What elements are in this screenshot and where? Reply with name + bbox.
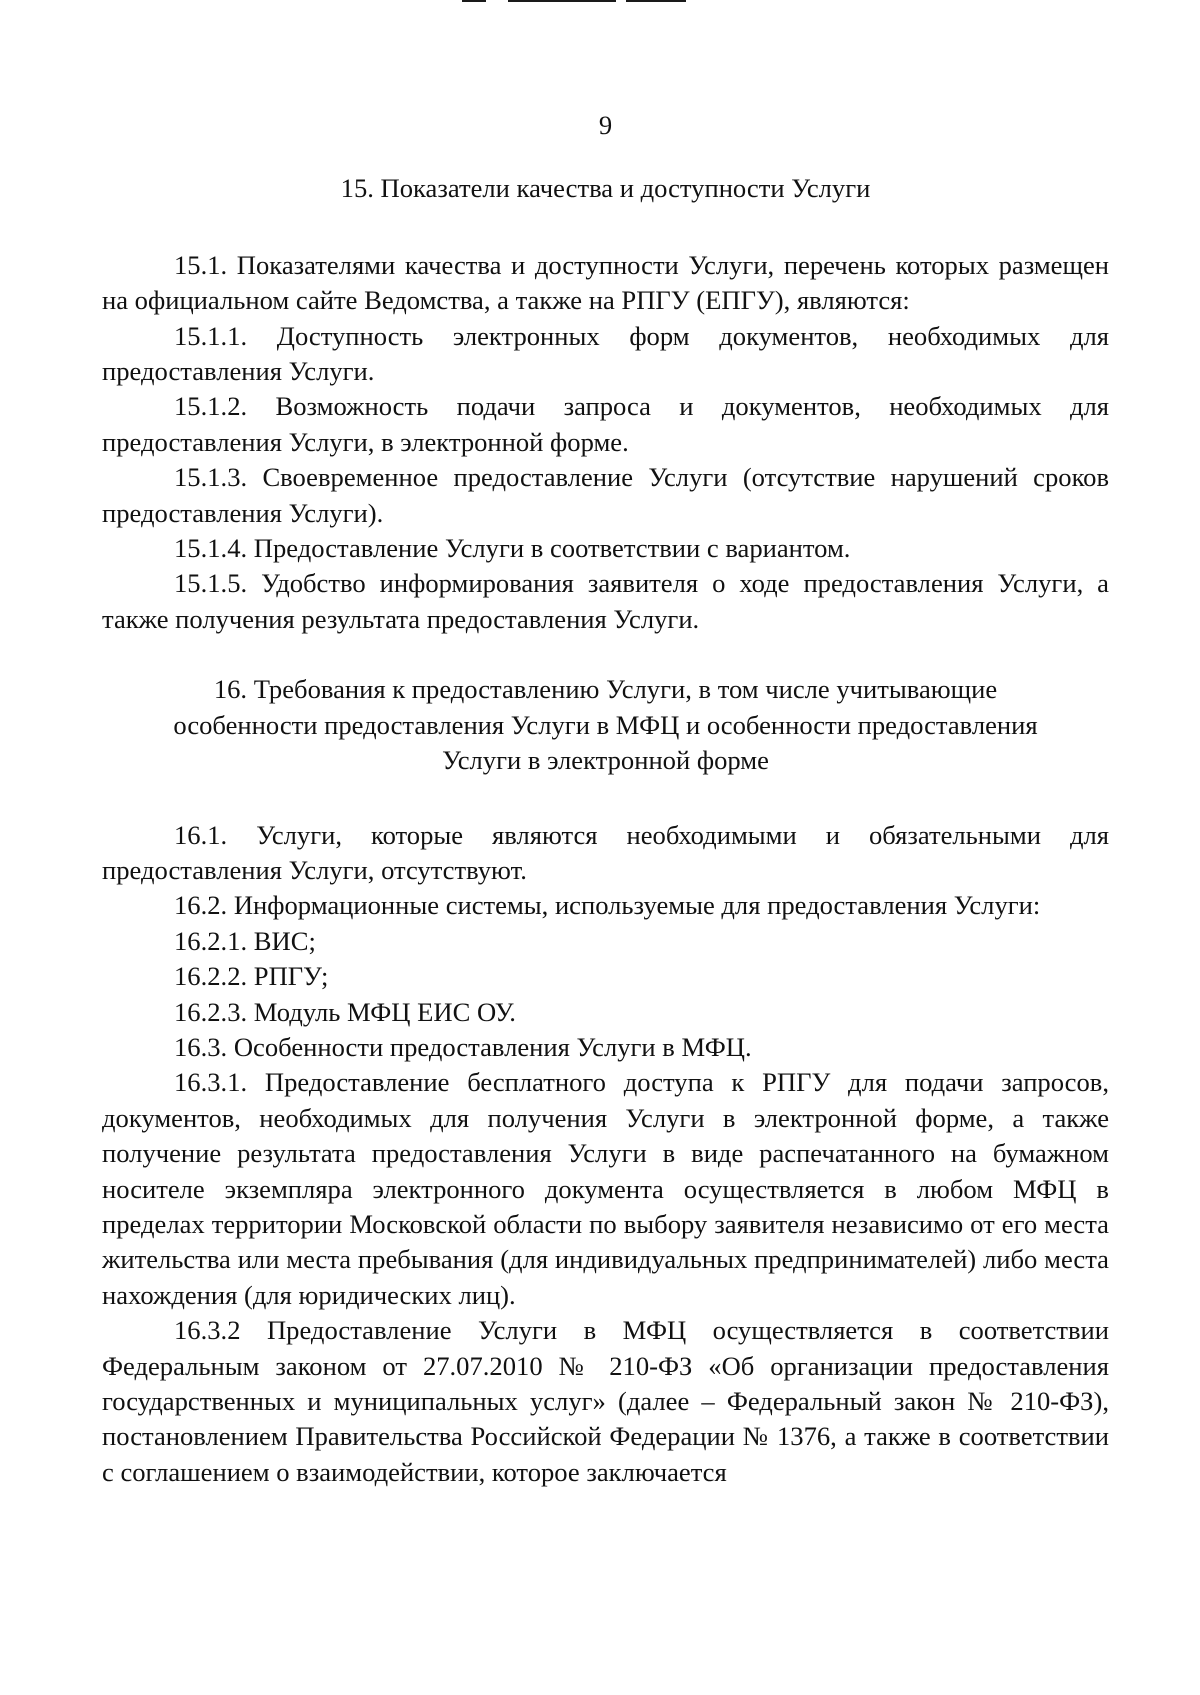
scan-edge-line: [508, 0, 616, 2]
scan-edge-line: [626, 0, 686, 2]
section-16-heading-line: Услуги в электронной форме: [442, 745, 769, 776]
paragraph-15-1-4: 15.1.4. Предоставление Услуги в соответствии с вариантом.: [174, 533, 851, 564]
scan-edge-line: [462, 0, 486, 2]
paragraph-16-3-2: 16.3.2 Предоставление Услуги в МФЦ осуществляется в соответствии Федеральным законом от 27.07.2010 № 210-ФЗ «Об организации предоставления государственных и муниципальных услуг» (далее – Федеральный закон № 210-ФЗ), постановлением Правительства Российской Федерации № 1376, а также в соответствии с соглашением о взаимодействии, которое заключается: [102, 1315, 1109, 1487]
paragraph-16-2-2: 16.2.2. РПГУ;: [174, 961, 329, 992]
paragraph-15-1-1: 15.1.1. Доступность электронных форм документов, необходимых для предоставления Услуги.: [102, 320, 1109, 387]
paragraph-15-1-2: 15.1.2. Возможность подачи запроса и документов, необходимых для предоставления Услуги, в электронной форме.: [102, 391, 1109, 457]
paragraph-15-1-5: 15.1.5. Удобство информирования заявителя о ходе предоставления Услуги, а также получения результата предоставления Услуги.: [102, 568, 1109, 634]
page-number: 9: [598, 110, 613, 140]
section-16-heading-line: 16. Требования к предоставлению Услуги, в том числе учитывающие: [213, 674, 998, 705]
document-page: [102, 108, 1109, 1490]
section-16-heading: [102, 672, 1109, 778]
paragraph-16-3-1: 16.3.1. Предоставление бесплатного доступа к РПГУ для подачи запросов, документов, необходимых для получения Услуги в электронной форме, а также получение результата предоставления Услуги в виде распечатанного на бумажном носителе экземпляра электронного документа осуществляется в любом МФЦ в пределах территории Московской области по выбору заявителя независимо от его места жительства или места пребывания (для индивидуальных предпринимателей) либо места нахождения (для юридических лиц).: [102, 1067, 1109, 1310]
paragraph-16-2: 16.2. Информационные системы, используемые для предоставления Услуги:: [174, 890, 1041, 921]
section-15-heading: 15. Показатели качества и доступности Услуги: [340, 173, 871, 204]
paragraph-16-1: 16.1. Услуги, которые являются необходимыми и обязательными для предоставления Услуги, отсутствуют.: [102, 819, 1109, 885]
paragraph-16-3: 16.3. Особенности предоставления Услуги в МФЦ.: [174, 1031, 752, 1062]
paragraph-15-1-3: 15.1.3. Своевременное предоставление Услуги (отсутствие нарушений сроков предоставления Услуги).: [102, 462, 1109, 528]
paragraph-15-1: 15.1. Показателями качества и доступности Услуги, перечень которых размещен на официальном сайте Ведомства, а также на РПГУ (ЕПГУ), являются:: [102, 249, 1109, 316]
paragraph-16-2-1: 16.2.1. ВИС;: [174, 925, 316, 956]
paragraph-16-2-3: 16.2.3. Модуль МФЦ ЕИС ОУ.: [174, 996, 516, 1027]
section-16-heading-line: особенности предоставления Услуги в МФЦ и особенности предоставления: [173, 709, 1038, 740]
